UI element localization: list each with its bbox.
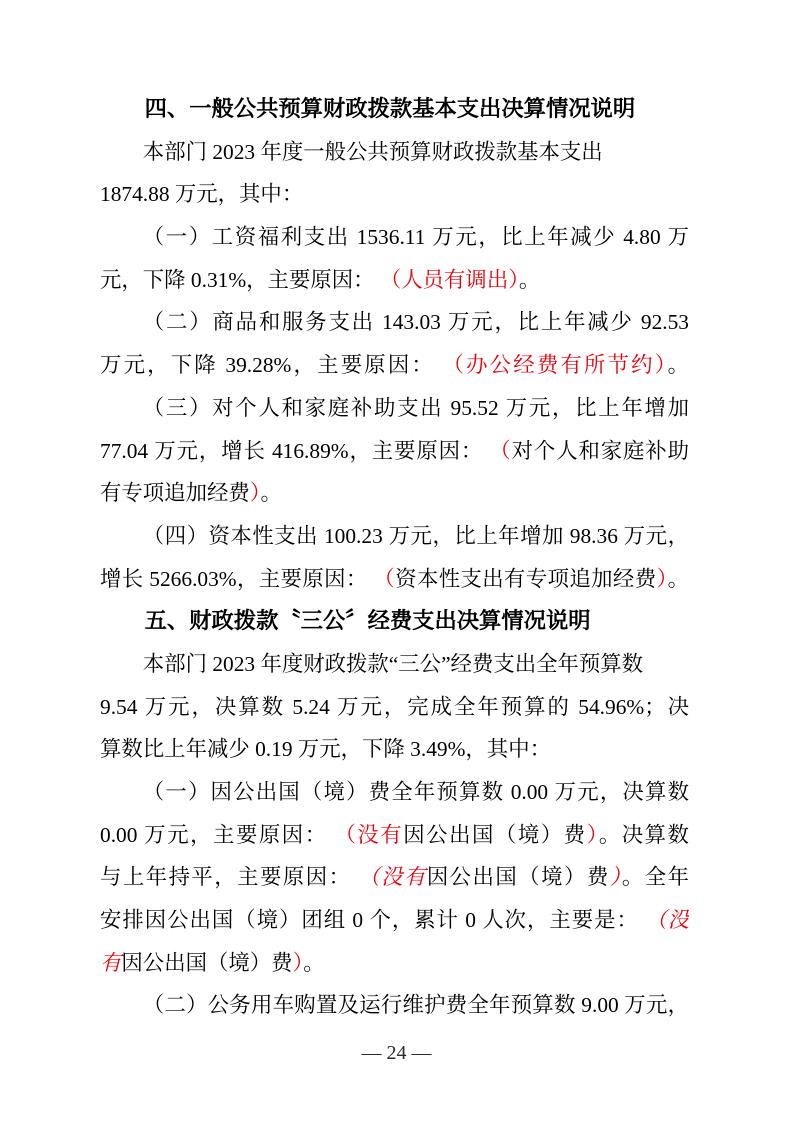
text-line bbox=[100, 984, 689, 1027]
text-run: 。 bbox=[303, 950, 325, 975]
text-line bbox=[100, 856, 689, 899]
red-annotation-run: 有 bbox=[100, 950, 122, 975]
red-annotation-run: （没有 bbox=[358, 865, 427, 890]
text-line bbox=[100, 173, 689, 216]
text-line bbox=[100, 942, 689, 985]
text-run: （一）因公出国（境）费全年预算数 0.00 万元，决算数 bbox=[142, 780, 689, 804]
text-run: 77.04 万元，增长 416.89%，主要原因： bbox=[100, 438, 490, 463]
text-line bbox=[100, 771, 689, 814]
text-run: 安排因公出国（境）团组 0 个，累计 0 人次，主要是： bbox=[100, 908, 646, 933]
text-run: 1874.88 万元，其中： bbox=[100, 182, 304, 207]
red-annotation-run: （人员有调出） bbox=[379, 267, 519, 292]
text-line bbox=[100, 686, 689, 729]
text-line bbox=[100, 515, 689, 558]
red-annotation-run: （没有 bbox=[334, 822, 404, 847]
text-line bbox=[100, 643, 689, 686]
text-line bbox=[100, 301, 689, 344]
section-heading bbox=[100, 88, 689, 131]
text-line bbox=[100, 344, 689, 387]
red-annotation-run: ） bbox=[586, 822, 599, 847]
red-annotation-run: （办公经费有所节约） bbox=[442, 353, 668, 378]
text-run: 本部门 2023 年度财政拨款“三公”经费支出全年预算数 bbox=[142, 651, 644, 676]
text-run: 。全年 bbox=[621, 865, 689, 890]
text-run: 。决算数 bbox=[598, 822, 689, 847]
page-content bbox=[100, 88, 689, 1027]
red-annotation-run: ） bbox=[656, 566, 668, 591]
text-line bbox=[100, 216, 689, 259]
text-run: 元，下降 0.31%，主要原因： bbox=[100, 267, 380, 292]
text-run: （三）对个人和家庭补助支出 95.52 万元，比上年增加 bbox=[142, 395, 689, 420]
red-annotation-run: （ bbox=[373, 566, 396, 591]
red-annotation-run: ） bbox=[249, 481, 261, 506]
section-heading bbox=[100, 600, 689, 643]
text-run: 。 bbox=[667, 566, 689, 591]
text-run: （二）公务用车购置及运行维护费全年预算数 9.00 万元， bbox=[142, 993, 689, 1018]
red-annotation-run: ） bbox=[292, 950, 304, 975]
text-run: 与上年持平，主要原因： bbox=[100, 865, 359, 890]
red-annotation-run: （没 bbox=[645, 908, 689, 933]
text-run: 因公出国（境）费 bbox=[121, 950, 293, 975]
text-run: 因公出国（境）费 bbox=[403, 822, 587, 847]
text-run: 有专项追加经费 bbox=[100, 481, 250, 506]
text-run: 0.00 万元，主要原因： bbox=[100, 822, 335, 847]
text-run: 增长 5266.03%，主要原因： bbox=[100, 566, 374, 591]
text-run: 9.54 万元，决算数 5.24 万元，完成全年预算的 54.96%；决 bbox=[100, 694, 689, 719]
text-run: （四）资本性支出 100.23 万元，比上年增加 98.36 万元， bbox=[142, 523, 689, 548]
text-run: 。 bbox=[518, 267, 541, 292]
text-run: （二）商品和服务支出 143.03 万元，比上年减少 92.53 bbox=[142, 310, 689, 335]
text-run: （一）工资福利支出 1536.11 万元，比上年减少 4.80 万 bbox=[142, 225, 689, 250]
text-line bbox=[100, 387, 689, 430]
text-run: 四、一般公共预算财政拨款基本支出决算情况说明 bbox=[144, 96, 636, 121]
text-run: 。 bbox=[260, 481, 282, 506]
text-run: 算数比上年减少 0.19 万元，下降 3.49%，其中： bbox=[100, 737, 551, 762]
text-line bbox=[100, 814, 689, 857]
text-line bbox=[100, 259, 689, 302]
text-run: 因公出国（境）费 bbox=[426, 865, 610, 890]
text-line bbox=[100, 728, 689, 771]
text-line bbox=[100, 131, 689, 174]
page-number: — 24 — bbox=[361, 1042, 432, 1064]
text-line bbox=[100, 899, 689, 942]
text-run: 万元，下降 39.28%，主要原因： bbox=[100, 353, 443, 378]
red-annotation-run: ） bbox=[609, 865, 622, 890]
text-run: 资本性支出有专项追加经费 bbox=[395, 566, 657, 591]
text-run: 。 bbox=[667, 353, 689, 378]
text-line bbox=[100, 430, 689, 473]
text-line bbox=[100, 472, 689, 515]
red-annotation-run: （ bbox=[489, 438, 512, 463]
text-run: 五、财政拨款〝三公〞经费支出决算情况说明 bbox=[144, 608, 591, 634]
text-run: 对个人和家庭补助 bbox=[511, 438, 689, 463]
text-line bbox=[100, 558, 689, 601]
text-run: 本部门 2023 年度一般公共预算财政拨款基本支出 bbox=[142, 139, 603, 164]
